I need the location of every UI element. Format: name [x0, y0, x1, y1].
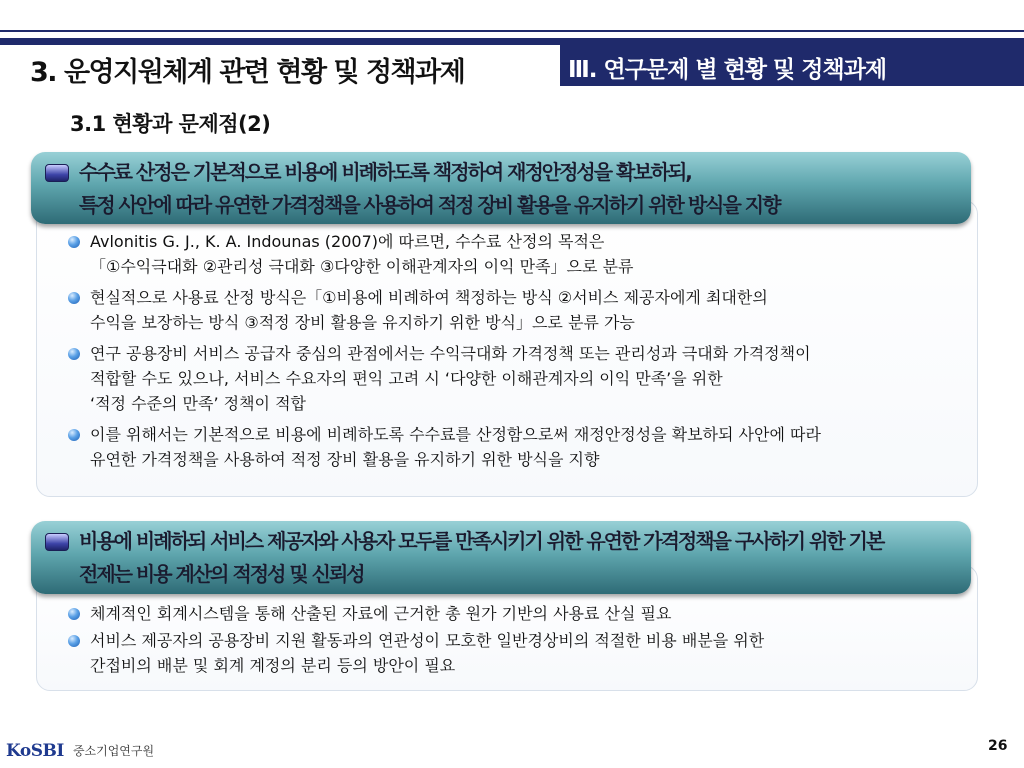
- banner-line: 특정 사안에 따라 유연한 가격정책을 사용하여 적정 장비 활용을 유지하기 위한 방식을 지향: [79, 193, 780, 217]
- kosbi-logo-text: 중소기업연구원: [72, 744, 155, 758]
- item-line: ‘적정 수준의 만족’ 정책이 적합: [90, 394, 306, 413]
- banner-line: 전제는 비용 계산의 적정성 및 신뢰성: [79, 562, 364, 586]
- bullet-icon: [68, 429, 80, 441]
- item-line: 연구 공용장비 서비스 공급자 중심의 관점에서는 수익극대화 가격정책 또는 관리성과 극대화 가격정책이: [90, 344, 811, 363]
- bullet-icon: [68, 348, 80, 360]
- item-line: 현실적으로 사용료 산정 방식은「①비용에 비례하여 책정하는 방식 ②서비스 제공자에게 최대한의: [90, 288, 768, 307]
- item-line: 적합할 수도 있으나, 서비스 수요자의 편익 고려 시 ‘다양한 이해관계자의 이익 만족’을 위한: [90, 369, 723, 388]
- section-tag: [560, 45, 1024, 86]
- item-line: 체계적인 회계시스템을 통해 산출된 자료에 근거한 총 원가 기반의 사용료 산실 필요: [90, 604, 672, 623]
- bullet-icon: [68, 635, 80, 647]
- item-line: 간접비의 배분 및 회계 계정의 분리 등의 방안이 필요: [90, 656, 456, 675]
- banner-line: 비용에 비례하되 서비스 제공자와 사용자 모두를 만족시키기 위한 유연한 가격정책을 구사하기 위한 기본: [79, 529, 884, 553]
- item-line: 유연한 가격정책을 사용하여 적정 장비 활용을 유지하기 위한 방식을 지향: [90, 450, 600, 469]
- bullet-list-2: [68, 601, 964, 680]
- item-line: 「①수익극대화 ②관리성 극대화 ③다양한 이해관계자의 이익 만족」으로 분류: [90, 257, 634, 276]
- banner-text: [79, 156, 963, 222]
- summary-banner-2: [31, 521, 971, 594]
- list-item: [68, 285, 964, 335]
- banner-line: 수수료 산정은 기본적으로 비용에 비례하도록 책정하여 재정안정성을 확보하되,: [79, 160, 691, 184]
- subtitle: 3.1 현황과 문제점(2): [70, 112, 271, 136]
- page-title: 3. 운영지원체계 관련 현황 및 정책과제: [30, 57, 465, 88]
- banner-text: [79, 525, 963, 591]
- section-tag-label: Ⅲ. 연구문제 별 현황 및 정책과제: [568, 57, 887, 83]
- banner-bullet-icon: [45, 533, 69, 551]
- banner-bullet-icon: [45, 164, 69, 182]
- bullet-icon: [68, 608, 80, 620]
- footer-logo: [6, 740, 154, 764]
- bullet-icon: [68, 236, 80, 248]
- item-line: Avlonitis G. J., K. A. Indounas (2007)에 따르면, 수수료 산정의 목적은: [90, 232, 605, 251]
- list-item: [68, 229, 964, 279]
- page-number: 26: [988, 738, 1008, 754]
- list-item: [68, 341, 964, 416]
- summary-banner-1: [31, 152, 971, 224]
- list-item: [68, 422, 964, 472]
- item-line: 수익을 보장하는 방식 ③적정 장비 활용을 유지하기 위한 방식」으로 분류 가능: [90, 313, 635, 332]
- kosbi-logo-mark: KoSBI: [6, 740, 64, 761]
- list-item: [68, 628, 964, 678]
- list-item: [68, 601, 964, 626]
- bullet-icon: [68, 292, 80, 304]
- item-line: 서비스 제공자의 공용장비 지원 활동과의 연관성이 모호한 일반경상비의 적절한 비용 배분을 위한: [90, 631, 765, 650]
- item-line: 이를 위해서는 기본적으로 비용에 비례하도록 수수료를 산정함으로써 재정안정성을 확보하되 사안에 따라: [90, 425, 821, 444]
- header-rule-band: [0, 38, 1024, 45]
- header-rule-thin: [0, 30, 1024, 32]
- bullet-list-1: [68, 229, 964, 478]
